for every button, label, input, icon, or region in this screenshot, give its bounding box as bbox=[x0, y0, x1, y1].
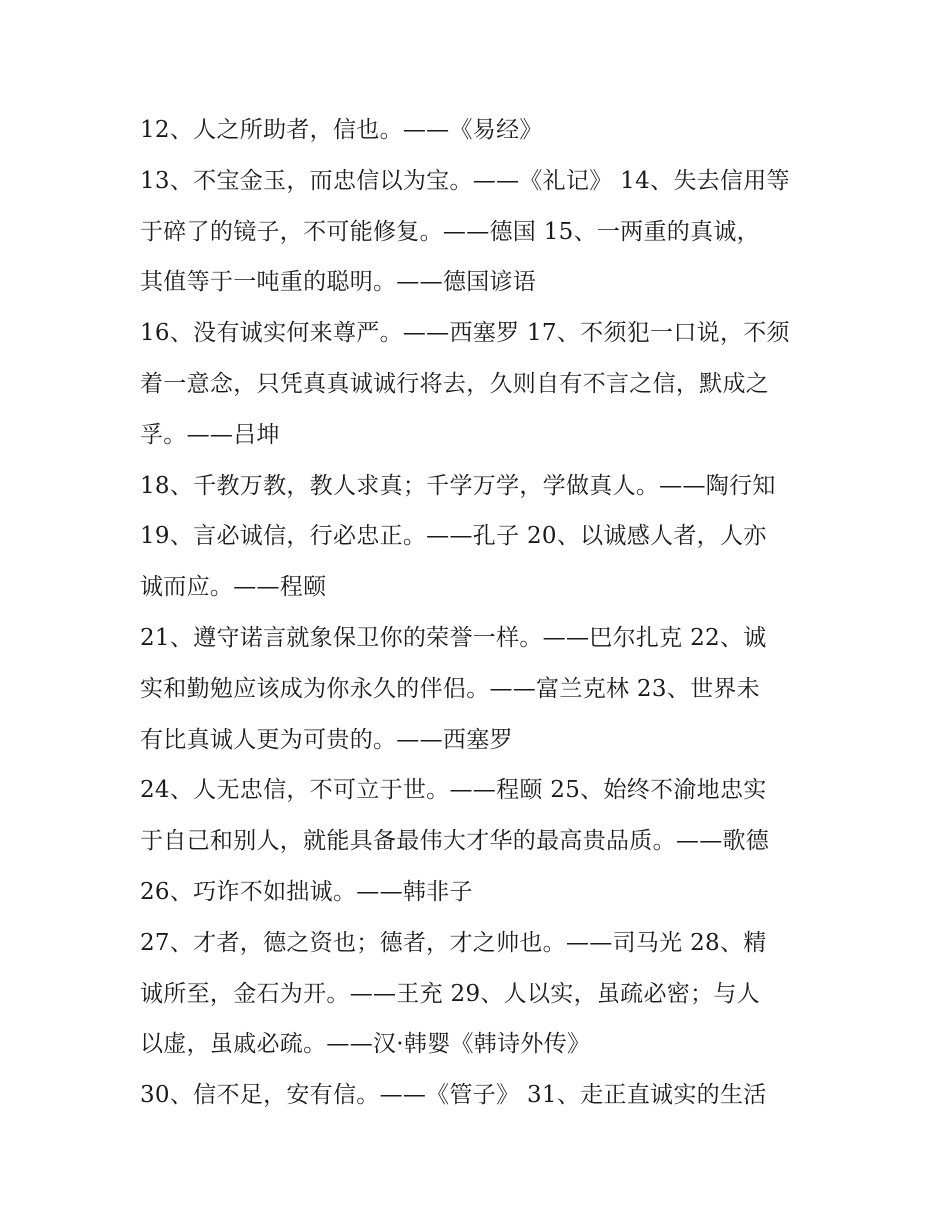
text-line: 24、人无忠信，不可立于世。——程颐 25、始终不渝地忠实 bbox=[140, 777, 767, 804]
text-line: 实和勤勉应该成为你永久的伴侣。——富兰克林 23、世界未 bbox=[140, 675, 760, 702]
text-line: 13、不宝金玉，而忠信以为宝。——《礼记》 14、失去信用等 bbox=[140, 167, 790, 194]
text-line: 21、遵守诺言就象保卫你的荣誉一样。——巴尔扎克 22、诚 bbox=[140, 624, 767, 651]
text-line: 诚所至，金石为开。——王充 29、人以实，虽疏必密；与人 bbox=[140, 980, 760, 1007]
text-line: 以虚，虽戚必疏。——汉·韩婴《韩诗外传》 bbox=[140, 1031, 591, 1058]
text-line: 30、信不足，安有信。——《管子》 31、走正直诚实的生活 bbox=[140, 1082, 767, 1109]
text-line: 12、人之所助者，信也。——《易经》 bbox=[140, 117, 543, 143]
text-line: 19、言必诚信，行必忠正。——孔子 20、以诚感人者，人亦 bbox=[140, 523, 767, 550]
text-line: 其值等于一吨重的聪明。——德国谚语 bbox=[140, 269, 537, 296]
text-line: 16、没有诚实何来尊严。——西塞罗 17、不须犯一口说，不须 bbox=[140, 320, 790, 347]
text-line: 诚而应。——程颐 bbox=[140, 574, 327, 601]
text-line: 26、巧诈不如拙诚。——韩非子 bbox=[140, 878, 473, 905]
text-line: 18、千教万教，教人求真；千学万学，学做真人。——陶行知 bbox=[140, 472, 776, 499]
text-line: 于碎了的镜子，不可能修复。——德国 15、一两重的真诚， bbox=[140, 218, 760, 245]
text-line: 27、才者，德之资也；德者，才之帅也。——司马光 28、精 bbox=[140, 929, 767, 956]
text-line: 着一意念，只凭真真诚诚行将去，久则自有不言之信，默成之 bbox=[140, 370, 770, 397]
text-line: 孚。——吕坤 bbox=[140, 421, 280, 448]
document-body bbox=[140, 105, 820, 1121]
text-line: 于自己和别人，就能具备最伟大才华的最高贵品质。——歌德 bbox=[140, 828, 770, 855]
text-line: 有比真诚人更为可贵的。——西塞罗 bbox=[140, 726, 513, 753]
